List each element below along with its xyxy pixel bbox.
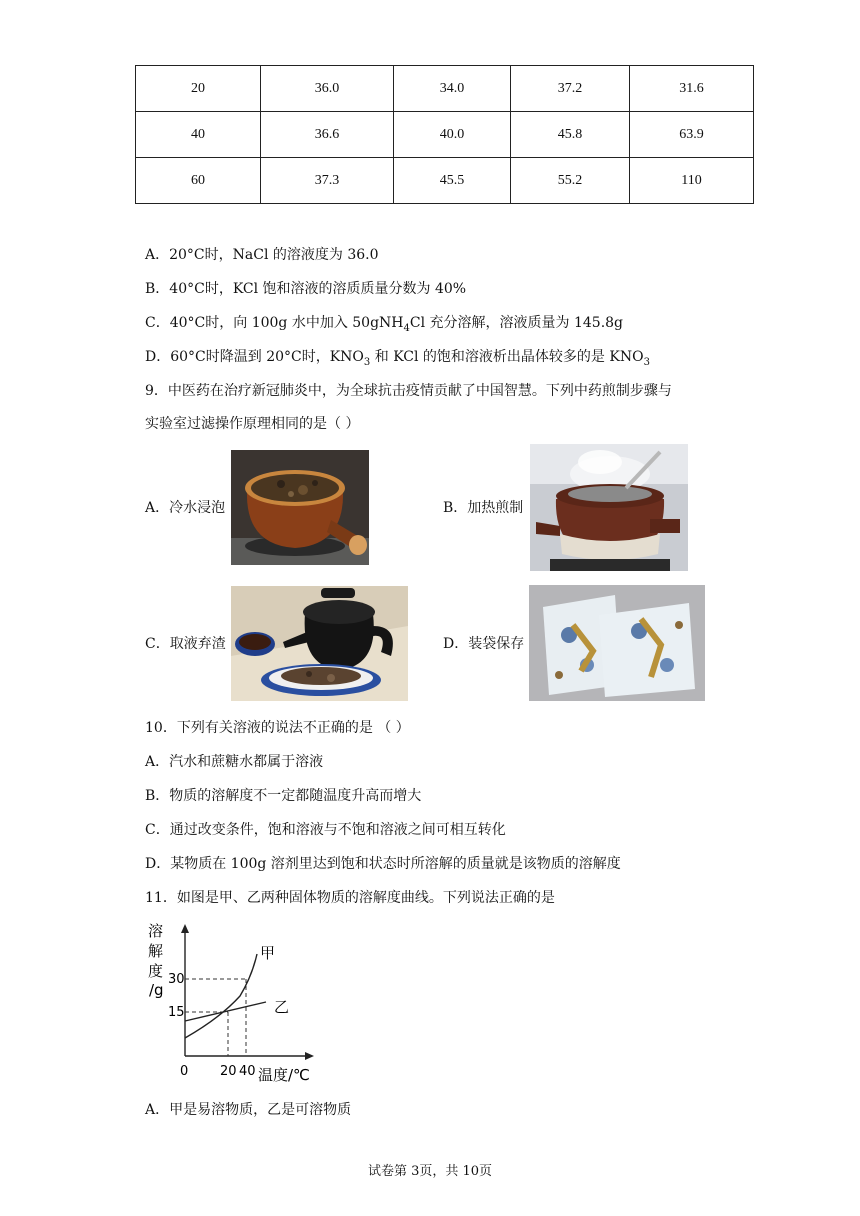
- subscript: 3: [643, 356, 650, 368]
- q8-option-b: B．40°C时，KCl 饱和溶液的溶质质量分数为 40%: [145, 281, 467, 297]
- q10-stem: 10．下列有关溶液的说法不正确的是 （ ）: [145, 720, 410, 736]
- q10-option-d: D．某物质在 100g 溶剂里达到饱和状态时所溶解的质量就是该物质的溶解度: [145, 856, 621, 872]
- q11-stem: 11．如图是甲、乙两种固体物质的溶解度曲线。下列说法正确的是: [145, 890, 555, 906]
- y-axis-label: 溶: [148, 922, 164, 940]
- table-row: [136, 112, 754, 158]
- text-fragment: Cl 充分溶解，溶液质量为 145.8g: [409, 315, 624, 331]
- q11-option-a: A．甲是易溶物质，乙是可溶物质: [145, 1102, 352, 1118]
- subscript: 4: [403, 322, 410, 334]
- series-label: 乙: [274, 998, 290, 1016]
- table-row: [136, 66, 754, 112]
- table-cell: 60: [136, 158, 261, 204]
- solubility-curve-figure: [140, 918, 330, 1086]
- q9-option-a: A．冷水浸泡: [145, 500, 226, 516]
- y-axis-arrow: [181, 924, 189, 933]
- heating-pot-photo: [530, 444, 688, 571]
- x-tick-label: 20: [220, 1064, 237, 1079]
- y-tick-label: 15: [168, 1005, 185, 1020]
- table-cell: 45.8: [511, 112, 630, 158]
- q9-stem-line1: 9．中医药在治疗新冠肺炎中，为全球抗击疫情贡献了中国智慧。下列中药煎制步骤与: [145, 383, 672, 399]
- q9-option-d: D．装袋保存: [443, 636, 525, 652]
- q9-stem-line2: 实验室过滤操作原理相同的是（ ）: [145, 416, 360, 432]
- table-cell: 40: [136, 112, 261, 158]
- q10-option-b: B．物质的溶解度不一定都随温度升高而增大: [145, 788, 422, 804]
- table-cell: 45.5: [394, 158, 511, 204]
- x-tick-label: 0: [180, 1064, 189, 1079]
- series-label: 甲: [260, 944, 276, 962]
- table-row: [136, 158, 754, 204]
- table-cell: 20: [136, 66, 261, 112]
- y-axis-label: /g: [149, 981, 164, 999]
- table-cell: 37.3: [261, 158, 394, 204]
- table-cell: 36.0: [261, 66, 394, 112]
- q9-option-b: B．加热煎制: [443, 500, 524, 516]
- y-axis-label: 度: [148, 962, 164, 980]
- y-tick-label: 30: [168, 972, 185, 987]
- table-cell: 36.6: [261, 112, 394, 158]
- q8-option-c: [145, 314, 623, 338]
- packaged-herbs-photo: [529, 585, 705, 701]
- solubility-table: [135, 65, 754, 204]
- decoction-photo: [231, 586, 408, 701]
- page-footer: 试卷第 3页，共 10页: [367, 1164, 493, 1179]
- table-cell: 37.2: [511, 66, 630, 112]
- soaking-pot-photo: [231, 450, 369, 565]
- table-cell: 55.2: [511, 158, 630, 204]
- x-axis-arrow: [305, 1052, 314, 1060]
- y-axis-label: 解: [148, 942, 164, 960]
- table-cell: 40.0: [394, 112, 511, 158]
- q10-option-c: C．通过改变条件，饱和溶液与不饱和溶液之间可相互转化: [145, 822, 506, 838]
- text-fragment: D．60°C时降温到 20°C时，KNO: [145, 349, 364, 365]
- yi-curve: [185, 1002, 266, 1021]
- q9-option-c: C．取液弃渣: [145, 636, 226, 652]
- x-axis-label: 温度/℃: [258, 1066, 310, 1084]
- table-cell: 110: [630, 158, 754, 204]
- table-cell: 31.6: [630, 66, 754, 112]
- text-fragment: C．40°C时，向 100g 水中加入 50gNH: [145, 315, 404, 331]
- x-tick-label: 40: [239, 1064, 256, 1079]
- table-cell: 63.9: [630, 112, 754, 158]
- q8-option-d: [145, 348, 650, 372]
- subscript: 3: [363, 356, 371, 368]
- q8-option-a: A．20°C时，NaCl 的溶液度为 36.0: [145, 247, 379, 263]
- table-cell: 34.0: [394, 66, 511, 112]
- text-fragment: 和 KCl 的饱和溶液析出晶体较多的是 KNO: [370, 349, 644, 365]
- q10-option-a: A．汽水和蔗糖水都属于溶液: [145, 754, 324, 770]
